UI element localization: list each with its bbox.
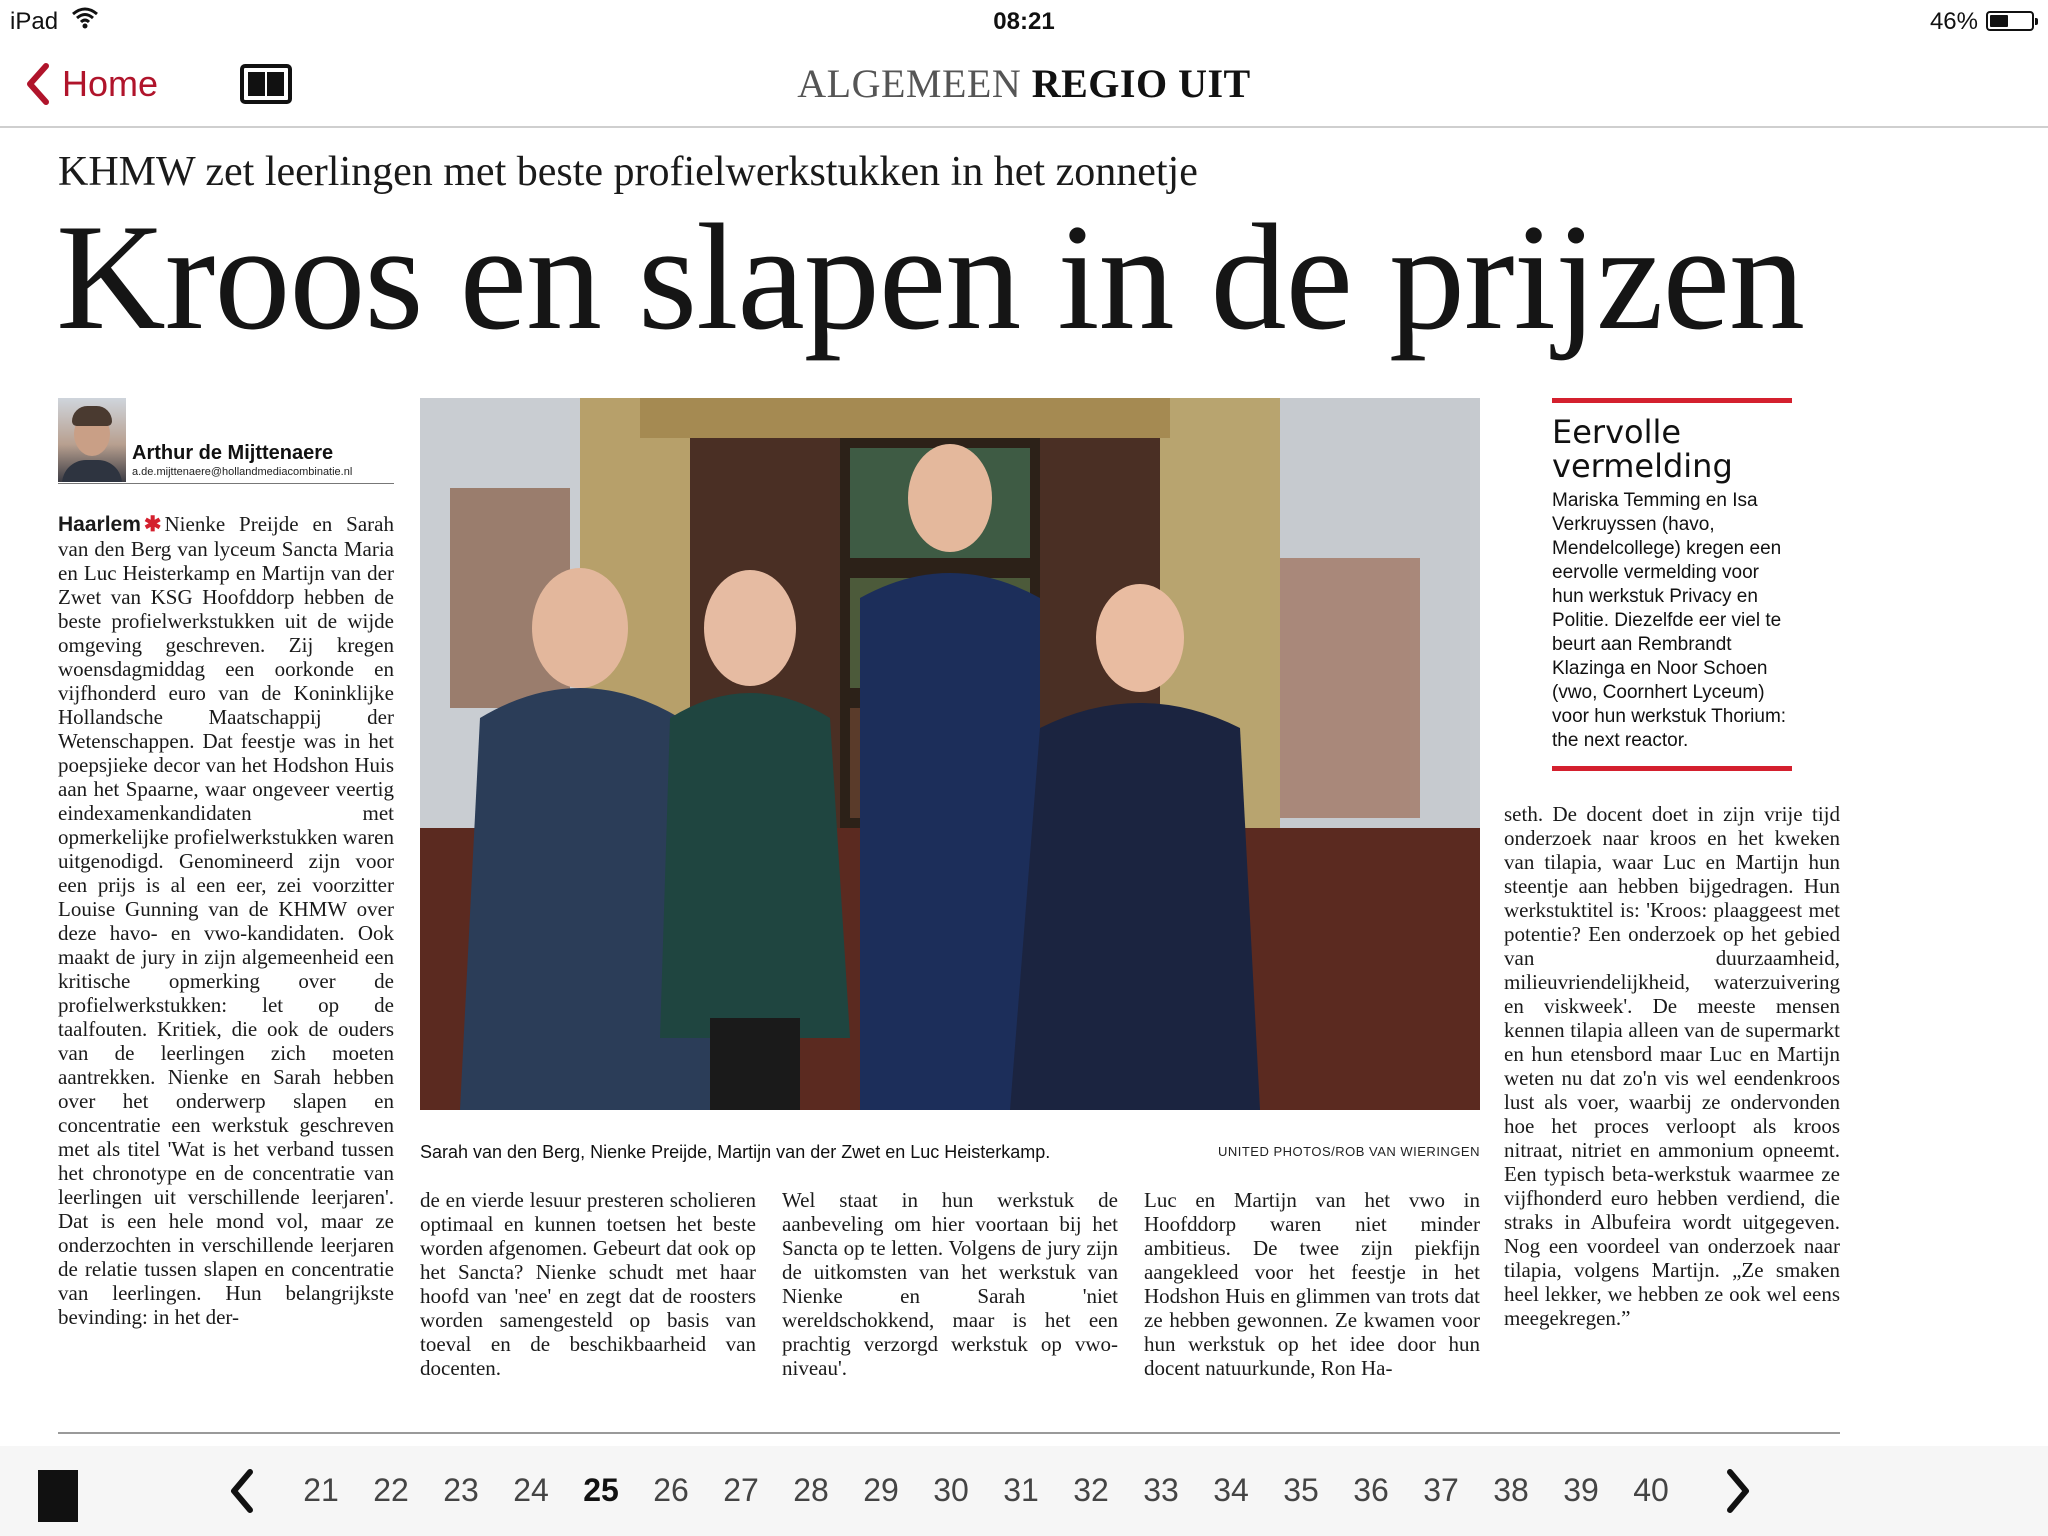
column-3-text: Wel staat in hun werkstuk de aanbeveling om hier voortaan bij het Sancta op te letten. Volgens de jury zijn de uitkomsten van het werkstuk van Nienke en Sarah 'niet wereldschokkend, maar is het een prachtig verzorgd werkstuk op vwo-niveau'. bbox=[782, 1188, 1118, 1380]
article-kicker: KHMW zet leerlingen met beste profielwerkstukken in het zonnetje bbox=[58, 149, 1198, 195]
page-number-25[interactable]: 25 bbox=[583, 1472, 619, 1508]
photo-credit: UNITED PHOTOS/ROB VAN WIERINGEN bbox=[1217, 1144, 1480, 1159]
page-number-36[interactable]: 36 bbox=[1353, 1472, 1389, 1508]
article-column-4 bbox=[1144, 1188, 1480, 1380]
article-column-1 bbox=[58, 512, 394, 1329]
sidebar-bottom-rule bbox=[1552, 766, 1792, 771]
page-number-33[interactable]: 33 bbox=[1143, 1472, 1179, 1508]
page-thumbnail-button[interactable] bbox=[38, 1470, 78, 1522]
sidebar-box bbox=[1552, 398, 1792, 753]
caption-text: Sarah van den Berg, Nienke Preijde, Martijn van der Zwet en Luc Heisterkamp. bbox=[420, 1142, 1051, 1162]
page-number-list bbox=[286, 1472, 1686, 1509]
author-name: Arthur de Mijttenaere bbox=[132, 442, 334, 464]
page-navigator bbox=[0, 1446, 2048, 1536]
page-number-37[interactable]: 37 bbox=[1423, 1472, 1459, 1508]
page-number-34[interactable]: 34 bbox=[1213, 1472, 1249, 1508]
page-number-38[interactable]: 38 bbox=[1493, 1472, 1529, 1508]
status-bar bbox=[0, 0, 2048, 40]
clock: 08:21 bbox=[993, 8, 1055, 35]
page-number-32[interactable]: 32 bbox=[1073, 1472, 1109, 1508]
article-headline: Kroos en slapen in de prijzen bbox=[56, 193, 1805, 361]
page-number-39[interactable]: 39 bbox=[1563, 1472, 1599, 1508]
article-photo bbox=[420, 398, 1480, 1110]
page-number-23[interactable]: 23 bbox=[443, 1472, 479, 1508]
chevron-right-icon bbox=[1718, 1466, 1758, 1516]
page-number-24[interactable]: 24 bbox=[513, 1472, 549, 1508]
page-number-29[interactable]: 29 bbox=[863, 1472, 899, 1508]
photo-caption bbox=[420, 1142, 1480, 1163]
battery-icon bbox=[1986, 11, 2034, 31]
chevron-left-icon bbox=[222, 1466, 262, 1516]
page-number-26[interactable]: 26 bbox=[653, 1472, 689, 1508]
device-label: iPad bbox=[10, 8, 59, 35]
navigation-bar bbox=[0, 40, 2048, 128]
section-name: ALGEMEEN bbox=[797, 61, 1022, 106]
article-column-3 bbox=[782, 1188, 1118, 1380]
column-5-text: seth. De docent doet in zijn vrije tijd onderzoek naar kroos en het kweken van tilapia, waar Luc en Martijn hun steentje aan hebben bijgedragen. Hun werkstuktitel is: 'Kroos: plaaggeest met potentie? Een onderzoek op het gebied van duurzaamheid, milieuvriendelijkheid, waterzuivering en viskweek'. De meeste mensen kennen tilapia alleen van de supermarkt en hun etensbord maar Luc en Martijn weten nu dat zo'n vis wel eendenkroos lust als voer, waarbij ze ondervonden hoe het proces verloopt als kroos nitraat, nitriet en ammonium opneemt. Een typisch beta-werkstuk waarmee ze vijfhonderd euro hebben verdiend, die straks in Albufeira wordt uitgegeven. Nog een voordeel van onderzoek naar tilapia, volgens Martijn. „Ze smaken heel lekker, we hebben ze ook wel eens meegekregen.” bbox=[1504, 802, 1840, 1330]
dateline: Haarlem bbox=[58, 513, 141, 536]
next-page-button[interactable] bbox=[1718, 1466, 1758, 1516]
page-number-27[interactable]: 27 bbox=[723, 1472, 759, 1508]
author-email: a.de.mijttenaere@hollandmediacombinatie.nl bbox=[132, 466, 353, 478]
page-bottom-rule bbox=[58, 1432, 1840, 1434]
asterisk-icon: ✱ bbox=[143, 513, 162, 536]
page-number-40[interactable]: 40 bbox=[1633, 1472, 1669, 1508]
page-number-31[interactable]: 31 bbox=[1003, 1472, 1039, 1508]
photo-illustration bbox=[420, 398, 1480, 1110]
page-number-35[interactable]: 35 bbox=[1283, 1472, 1319, 1508]
back-label: Home bbox=[62, 63, 159, 104]
page-number-30[interactable]: 30 bbox=[933, 1472, 969, 1508]
page-number-22[interactable]: 22 bbox=[373, 1472, 409, 1508]
column-4-text: Luc en Martijn van het vwo in Hoofddorp waren niet minder ambitieus. De twee zijn piekfijn aangekleed voor het feestje in het Hodshon Huis en glimmen van trots dat ze hebben gewonnen. Ze kwamen voor hun werkstuk op het idee door hun docent natuurkunde, Ron Ha- bbox=[1144, 1188, 1480, 1380]
sidebar-title: Eervolle vermelding bbox=[1552, 413, 1733, 485]
battery-fill bbox=[1990, 15, 2008, 27]
column-2-text: de en vierde lesuur presteren scholieren optimaal en kunnen toetsen het beste worden afgenomen. Gebeurt dat ook op het Sancta? Nienke schudt met haar hoofd van 'nee' en zegt dat de roosters worden samengesteld op basis van toeval en de beschikbaarheid van docenten. bbox=[420, 1188, 756, 1380]
page-number-28[interactable]: 28 bbox=[793, 1472, 829, 1508]
subsection-name: REGIO UIT bbox=[1031, 61, 1251, 106]
sidebar-text: Mariska Temming en Isa Verkruyssen (havo, Mendelcollege) kregen een eervolle vermelding voor hun werkstuk Privacy en Politie. Diezelfde eer viel te beurt aan Rembrandt Klazinga en Noor Schoen (vwo, Coornhert Lyceum) voor hun werkstuk Thorium: the next reactor. bbox=[1552, 490, 1787, 751]
page-number-21[interactable]: 21 bbox=[303, 1472, 339, 1508]
column-1-text: Nienke Preijde en Sarah van den Berg van lyceum Sancta Maria en Luc Heisterkamp en Martijn van der Zwet van KSG Hoofddorp hebben de beste profielwerkstukken uit de wijde omgeving geschreven. Zij kregen woensdagmiddag een oorkonde en vijfhonderd euro van de Koninklijke Hollandsche Maatschappij der Wetenschappen. Dat feestje was in het poepsjieke decor van het Hodshon Huis aan het Spaarne, waar ongeveer veertig eindexamenkandidaten met opmerkelijke profielwerkstukken waren uitgenodigd. Genomineerd zijn voor een prijs is al een eer, zei voorzitter Louise Gunning van de KHMW over deze havo- en vwo-kandidaten. Ook maakt de jury in zijn algemeenheid een kritische opmerking over de profielwerkstukken: let op de taalfouten. Kritiek, die ook de ouders van de leerlingen zich moeten aantrekken. Nienke en Sarah hebben over het onderwerp slapen en concentratie een werkstuk geschreven met als titel 'Wat is het verband tussen het chronotype en de concentratie van leerlingen uit verschillende leerjaren'. Dat is een hele mond vol, maar ze onderzochten in verschillende leerjaren de relatie tussen slapen en concentratie van leerlingen. Hun belangrijkste bevinding: in het der- bbox=[58, 512, 394, 1329]
byline bbox=[58, 398, 394, 484]
section-title bbox=[0, 60, 2048, 107]
battery-percentage: 46% bbox=[1929, 8, 1978, 35]
article-column-5 bbox=[1504, 802, 1840, 1330]
article-column-2 bbox=[420, 1188, 756, 1380]
author-avatar bbox=[58, 398, 126, 482]
previous-page-button[interactable] bbox=[222, 1466, 262, 1516]
